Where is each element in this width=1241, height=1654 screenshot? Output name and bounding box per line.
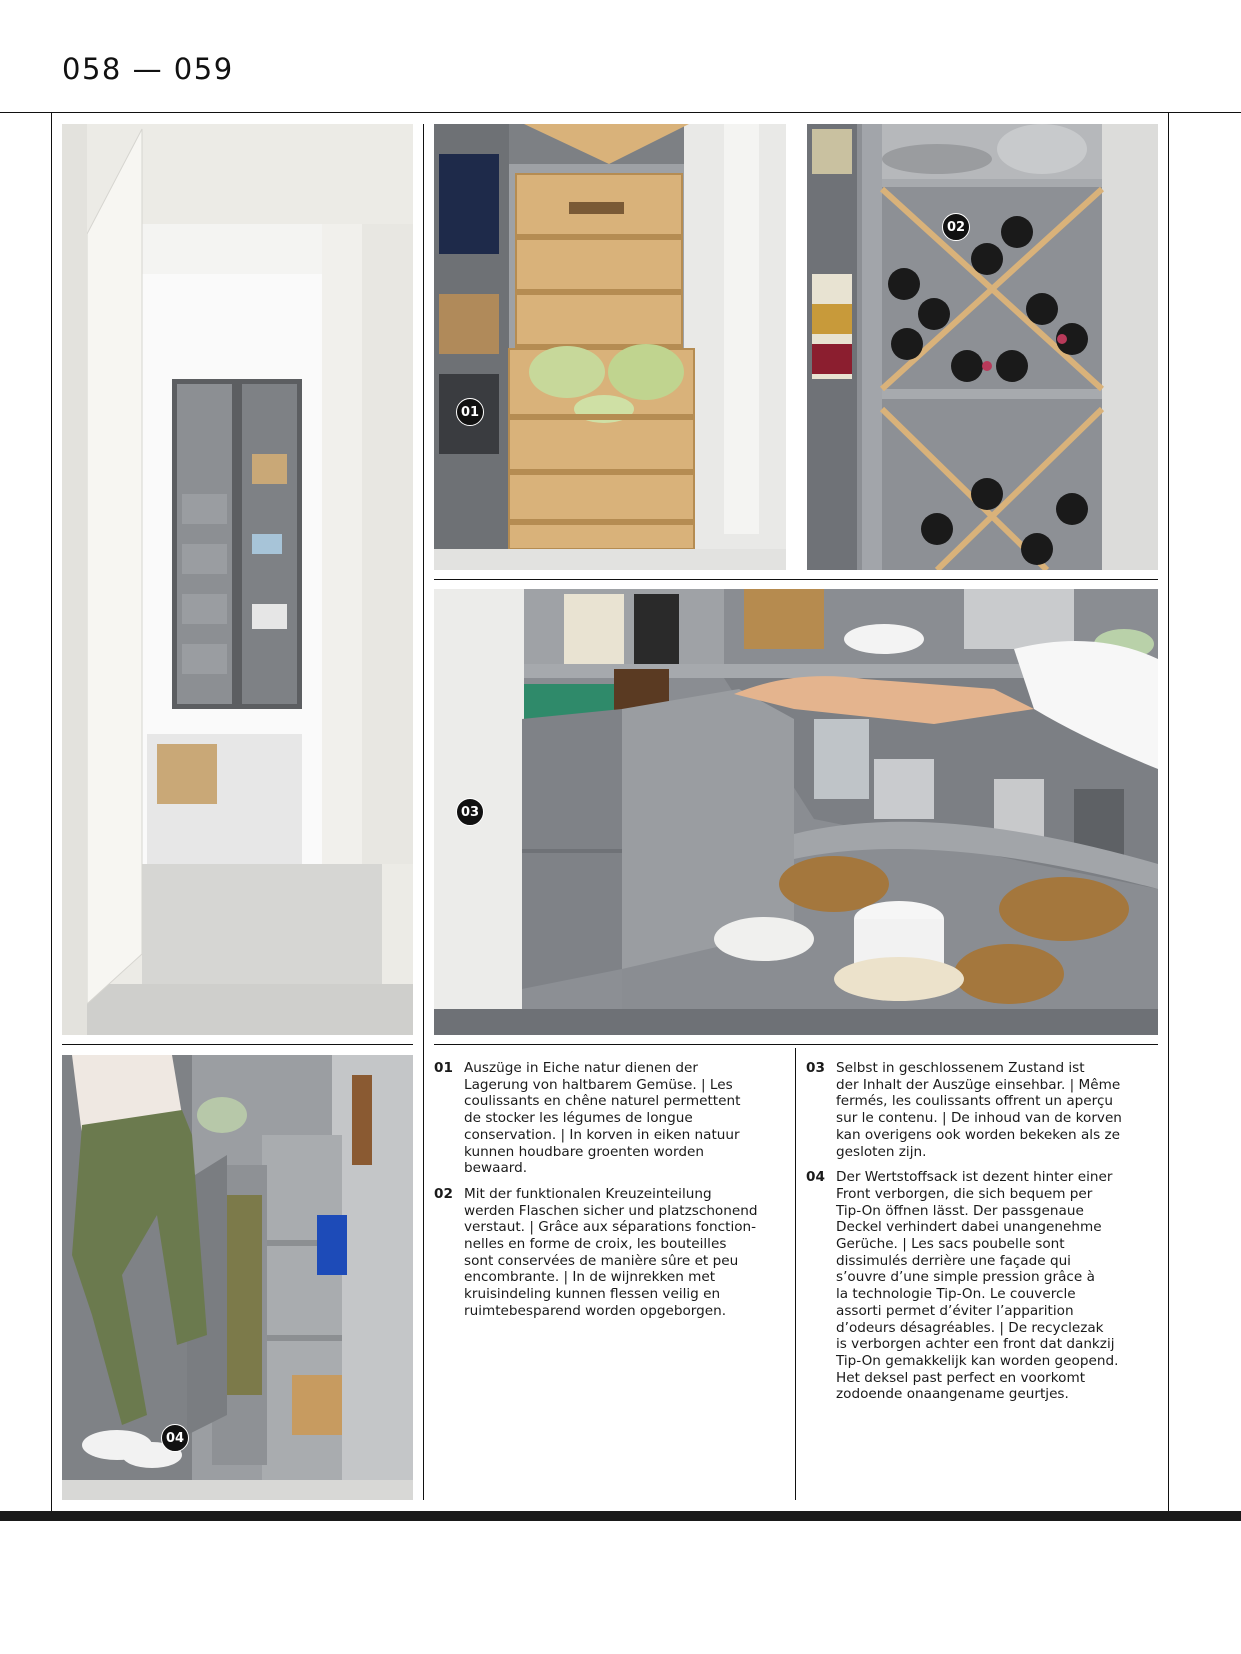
photo-oak-crates (434, 124, 786, 570)
photo-separator-bottom (434, 1044, 1158, 1045)
caption-text: Auszüge in Eiche natur dienen der Lagerung von haltbarem Gemüse. | Les coulissants en chêne naturel permettent de stocker les légumes de longue conservation. | In korven in eiken natuur kunnen houdbare groenten worden bewaard. (464, 1060, 741, 1177)
badge-01: 01 (456, 398, 484, 426)
caption-column-left (434, 1060, 789, 1329)
caption-number: 01 (434, 1060, 453, 1076)
frame-right-rule (1168, 112, 1169, 1511)
footer-bar (0, 1511, 1241, 1521)
column-rule-1 (423, 124, 424, 1500)
caption-04 (806, 1169, 1161, 1403)
badge-03: 03 (456, 798, 484, 826)
photo-pantry-door (62, 124, 413, 1035)
photo-corner-drawer (434, 589, 1158, 1035)
caption-text: Mit der funktionalen Kreuzeinteilung werden Flaschen sicher und platzschonend verstaut. | Grâce aux séparations fonction- nelles en forme de croix, les bouteilles sont conservées de manière sûre et peu encombrante. | In de wijnrekken met kruisindeling kunnen flessen veilig en ruimtebesparend worden opgeborgen. (464, 1185, 758, 1319)
page-number: 058 — 059 (62, 52, 234, 86)
header-rule (0, 112, 1241, 113)
photo-separator-top (434, 579, 1158, 580)
caption-column-right (806, 1060, 1161, 1412)
badge-04: 04 (161, 1424, 189, 1452)
caption-text: Der Wertstoffsack ist dezent hinter einer Front verborgen, die sich bequem per Tip-On öffnen lässt. Der passgenaue Deckel verhindert dabei unangenehme Gerüche. | Les sacs poubelle sont dissimulés derrière une façade qui s’ouvre d’une simple pression grâce à la technologie Tip-On. Le couvercle assorti permet d’éviter l’apparition d’odeurs désagréables. | De recyclezak is verborgen achter een front dat dankzij Tip-On gemakkelijk kan worden geopend. Het deksel past perfect en voorkomt zodoende onaangename geurtjes. (836, 1169, 1119, 1403)
caption-number: 04 (806, 1169, 825, 1186)
caption-03 (806, 1060, 1161, 1160)
caption-number: 03 (806, 1060, 825, 1076)
photo-waste-sack (62, 1055, 413, 1500)
frame-left-rule (51, 112, 52, 1511)
caption-02 (434, 1186, 789, 1320)
photo-wine-rack (807, 124, 1158, 570)
column-rule-2 (795, 1048, 796, 1500)
badge-02: 02 (942, 213, 970, 241)
caption-text: Selbst in geschlossenem Zustand ist der Inhalt der Auszüge einsehbar. | Même fermés, les coulissants offrent un aperçu sur le contenu. | De inhoud van de korven kan overigens ook worden bekeken als ze gesloten zijn. (836, 1060, 1122, 1160)
caption-number: 02 (434, 1185, 453, 1202)
photo-separator-left (62, 1044, 413, 1045)
caption-01 (434, 1060, 789, 1177)
